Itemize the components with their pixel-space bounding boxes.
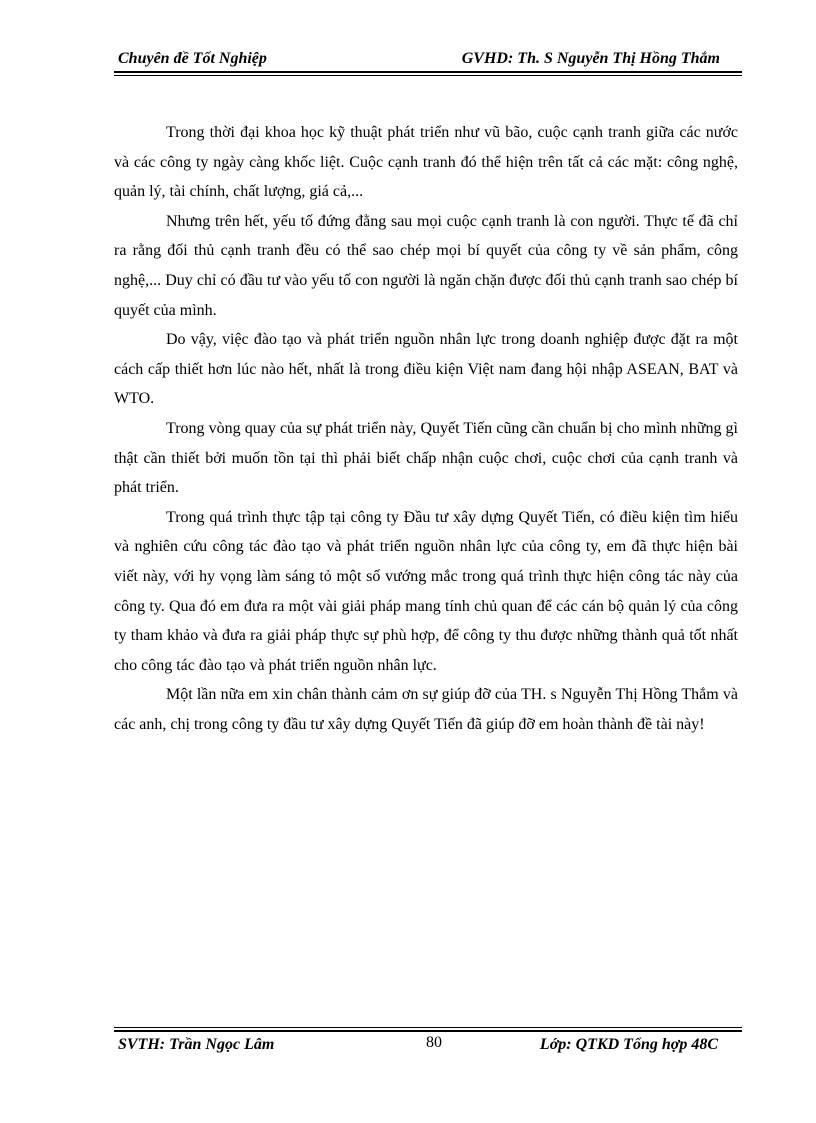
paragraph-5: Trong quá trình thực tập tại công ty Đầu tư xây dựng Quyết Tiến, có điều kiện tìm hiểu và nghiên cứu công tác đào tạo và phát triển nguồn nhân lực của công ty, em đã thực hiện bài viết này, với hy vọng làm sáng tỏ một số vướng mắc trong quá trình thực hiện công tác này của công ty. Qua đó em đưa ra một vài giải pháp mang tính chủ quan để các cán bộ quản lý của công ty tham khảo và đưa ra giải pháp thực sự phù hợp, để công ty thu được những thành quả tốt nhất cho công tác đào tạo và phát triển nguồn nhân lực.: [114, 508, 738, 674]
header-supervisor: GVHD: Th. S Nguyễn Thị Hồng Thắm: [461, 50, 720, 67]
header-rule: [114, 71, 742, 73]
page-footer: [114, 1034, 742, 1058]
paragraph-3: Do vậy, việc đào tạo và phát triển nguồn nhân lực trong doanh nghiệp được đặt ra một cách cấp thiết hơn lúc nào hết, nhất là trong điều kiện Việt nam đang hội nhập ASEAN, BAT và WTO.: [114, 331, 738, 408]
footer-rule-thin: [114, 1027, 742, 1028]
header-course-title: Chuyên đề Tốt Nghiệp: [118, 50, 267, 67]
footer-student: SVTH: Trần Ngọc Lâm: [118, 1036, 275, 1053]
footer-class: Lớp: QTKD Tổng hợp 48C: [539, 1036, 718, 1053]
page-number: 80: [426, 1034, 442, 1051]
header-rule-thin: [114, 75, 742, 76]
page-body: [114, 118, 738, 739]
paragraph-2: Nhưng trên hết, yếu tố đứng đằng sau mọi cuộc cạnh tranh là con người. Thực tế đã chỉ ra rằng đối thủ cạnh tranh đều có thể sao chép mọi bí quyết của công ty về sản phẩm, công nghệ,... Duy chỉ có đầu tư vào yếu tố con người là ngăn chặn được đối thủ cạnh tranh sao chép bí quyết của mình.: [114, 212, 738, 319]
paragraph-6: Một lần nữa em xin chân thành cảm ơn sự giúp đỡ của TH. s Nguyễn Thị Hồng Thắm và các anh, chị trong công ty đầu tư xây dựng Quyết Tiến đã giúp đỡ em hoàn thành đề tài này!: [114, 686, 738, 733]
paragraph-4: Trong vòng quay của sự phát triển này, Quyết Tiến cũng cần chuẩn bị cho mình những gì thật cần thiết bởi muốn tồn tại thì phải biết chấp nhận cuộc chơi, cuộc chơi của cạnh tranh và phát triển.: [114, 419, 738, 497]
page-header: [114, 48, 742, 70]
paragraph-1: Trong thời đại khoa học kỹ thuật phát triển như vũ bão, cuộc cạnh tranh giữa các nước và các công ty ngày càng khốc liệt. Cuộc cạnh tranh đó thể hiện trên tất cả các mặt: công nghệ, quản lý, tài chính, chất lượng, giá cả,...: [114, 124, 738, 201]
footer-rule: [114, 1030, 742, 1032]
